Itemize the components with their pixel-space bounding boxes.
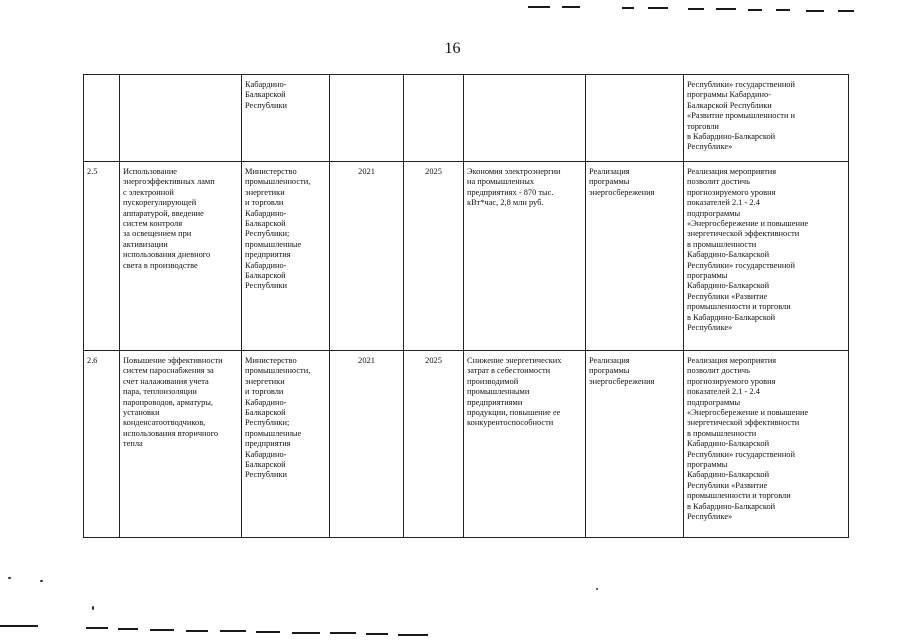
executor-cell: Министерство промышленности, энергетики и торговли Кабардино- Балкарской Республики; промышленные предприятия Кабардино- Балкарской Республики [242, 162, 330, 351]
result-cell: Снижение энергетических затрат в себестоимости производимой промышленными предприятиями продукции, повышение ее конкурентоспособности [464, 351, 586, 538]
note-cell: Республики» государственной программы Кабардино- Балкарской Республики «Развитие промышленности и торговли в Кабардино-Балкарской Республике» [684, 75, 849, 162]
row-number: 2.5 [84, 162, 120, 351]
row-number: 2.6 [84, 351, 120, 538]
note-cell: Реализация мероприятия позволит достичь прогнозируемого уровня показателей 2.1 - 2.4 подпрограммы «Энергосбережение и повышение энергетической эффективности в промышленности Кабардино-Балкарской Республики» государственной программы Кабардино-Балкарской Республики «Развитие промышленности и торговли в Кабардино-Балкарской Республике» [684, 351, 849, 538]
page-number: 16 [444, 40, 461, 57]
end-year-cell: 2025 [404, 351, 464, 538]
start-year-cell: 2021 [330, 162, 404, 351]
event-cell: Повышение эффективности систем пароснабжения за счет налаживания учета пара, теплоизоляции паропроводов, арматуры, установки конденсатоотводчиков, использования вторичного тепла [120, 351, 242, 538]
result-cell: Экономия электроэнергии на промышленных предприятиях - 870 тыс. кВт*час, 2,8 млн руб. [464, 162, 586, 351]
table-row [84, 75, 849, 162]
executor-cell: Министерство промышленности, энергетики и торговли Кабардино- Балкарской Республики; промышленные предприятия Кабардино- Балкарской Республики [242, 351, 330, 538]
executor-cell: Кабардино- Балкарской Республики [242, 75, 330, 162]
start-year-cell: 2021 [330, 351, 404, 538]
event-cell [120, 75, 242, 162]
link-cell: Реализация программы энергосбережения [586, 162, 684, 351]
link-cell [586, 75, 684, 162]
start-year-cell [330, 75, 404, 162]
row-number [84, 75, 120, 162]
end-year-cell: 2025 [404, 162, 464, 351]
result-cell [464, 75, 586, 162]
table-row [84, 162, 849, 351]
link-cell: Реализация программы энергосбережения [586, 351, 684, 538]
end-year-cell [404, 75, 464, 162]
note-cell: Реализация мероприятия позволит достичь прогнозируемого уровня показателей 2.1 - 2.4 подпрограммы «Энергосбережение и повышение энергетической эффективности в промышленности Кабардино-Балкарской Республики» государственной программы Кабардино-Балкарской Республики «Развитие промышленности и торговли в Кабардино-Балкарской Республике» [684, 162, 849, 351]
event-cell: Использование энергоэффективных ламп с электронной пускорегулирующей аппаратурой, введение систем контроля за освещением при активизации использования дневного света в производстве [120, 162, 242, 351]
table-row [84, 351, 849, 538]
plan-table [83, 74, 849, 538]
